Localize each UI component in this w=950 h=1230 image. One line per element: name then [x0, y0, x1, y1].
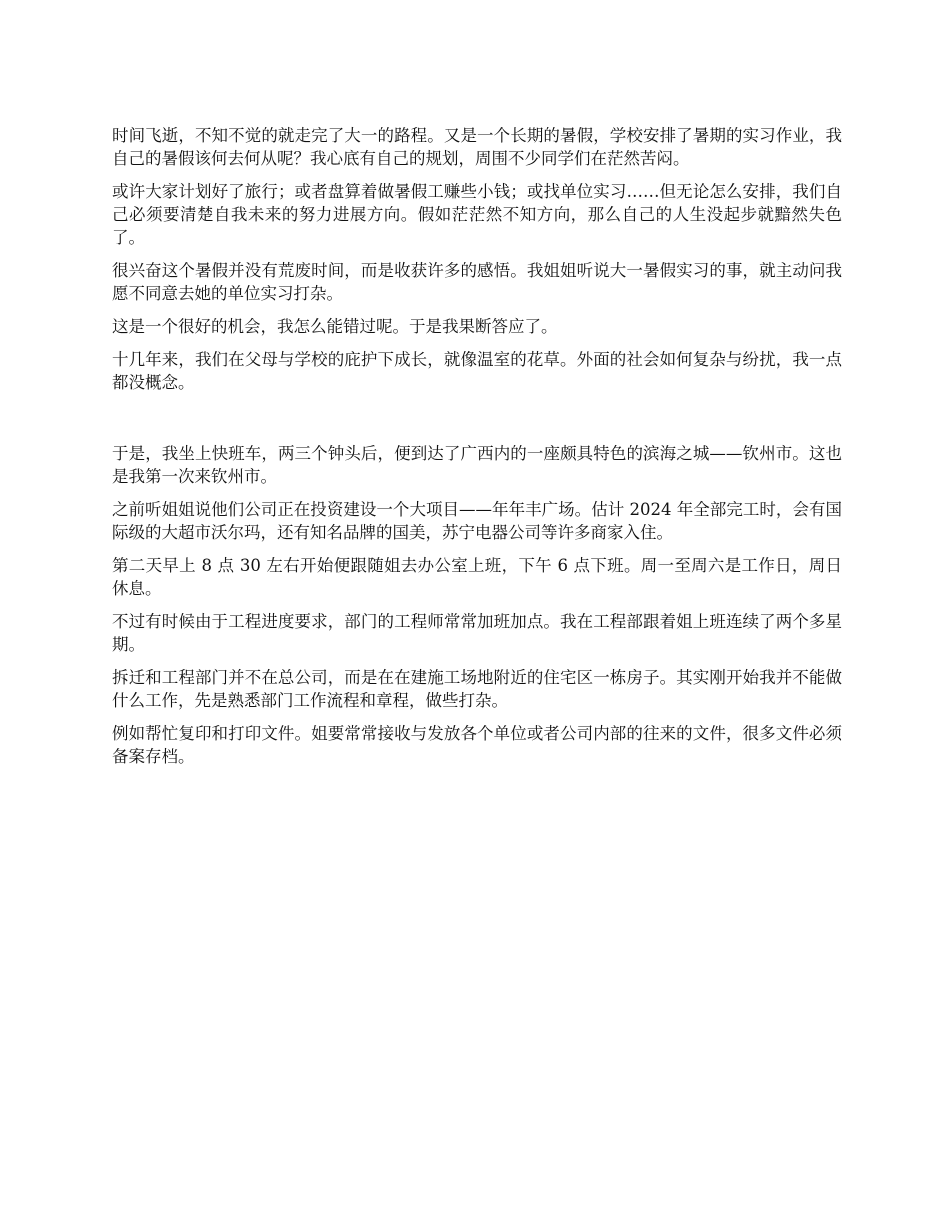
paragraph-11: 例如帮忙复印和打印文件。姐要常常接收与发放各个单位或者公司内部的往来的文件，很多文件必须备案存档。: [112, 724, 842, 766]
paragraph-7: 之前听姐姐说他们公司正在投资建设一个大项目——年年丰广场。估计 2024 年全部完工时，会有国际级的大超市沃尔玛，还有知名品牌的国美，苏宁电器公司等许多商家入住。: [112, 500, 842, 542]
section-spacer: [112, 404, 842, 442]
paragraph-6: 于是，我坐上快班车，两三个钟头后，便到达了广西内的一座颇具特色的滨海之城——钦州市。这也是我第一次来钦州市。: [112, 444, 842, 486]
paragraph-10: 拆迁和工程部门并不在总公司，而是在在建施工场地附近的住宅区一栋房子。其实刚开始我并不能做什么工作，先是熟悉部门工作流程和章程，做些打杂。: [112, 668, 842, 710]
paragraph-3: 很兴奋这个暑假并没有荒废时间，而是收获许多的感悟。我姐姐听说大一暑假实习的事，就主动问我愿不同意去她的单位实习打杂。: [112, 261, 842, 303]
paragraph-2: 或许大家计划好了旅行；或者盘算着做暑假工赚些小钱；或找单位实习……但无论怎么安排，我们自己必须要清楚自我未来的努力进展方向。假如茫茫然不知方向，那么自己的人生没起步就黯然失色了。: [112, 182, 842, 247]
paragraph-8: 第二天早上 8 点 30 左右开始便跟随姐去办公室上班，下午 6 点下班。周一至周六是工作日，周日休息。: [112, 556, 842, 598]
paragraph-4: 这是一个很好的机会，我怎么能错过呢。于是我果断答应了。: [112, 317, 558, 336]
paragraph-1: 时间飞逝，不知不觉的就走完了大一的路程。又是一个长期的暑假，学校安排了暑期的实习作业，我自己的暑假该何去何从呢？我心底有自己的规划，周围不少同学们在茫然苦闷。: [112, 126, 842, 168]
paragraph-9: 不过有时候由于工程进度要求，部门的工程师常常加班加点。我在工程部跟着姐上班连续了两个多星期。: [112, 612, 842, 654]
document-body: [112, 124, 842, 778]
paragraph-5: 十几年来，我们在父母与学校的庇护下成长，就像温室的花草。外面的社会如何复杂与纷扰，我一点都没概念。: [112, 350, 842, 392]
